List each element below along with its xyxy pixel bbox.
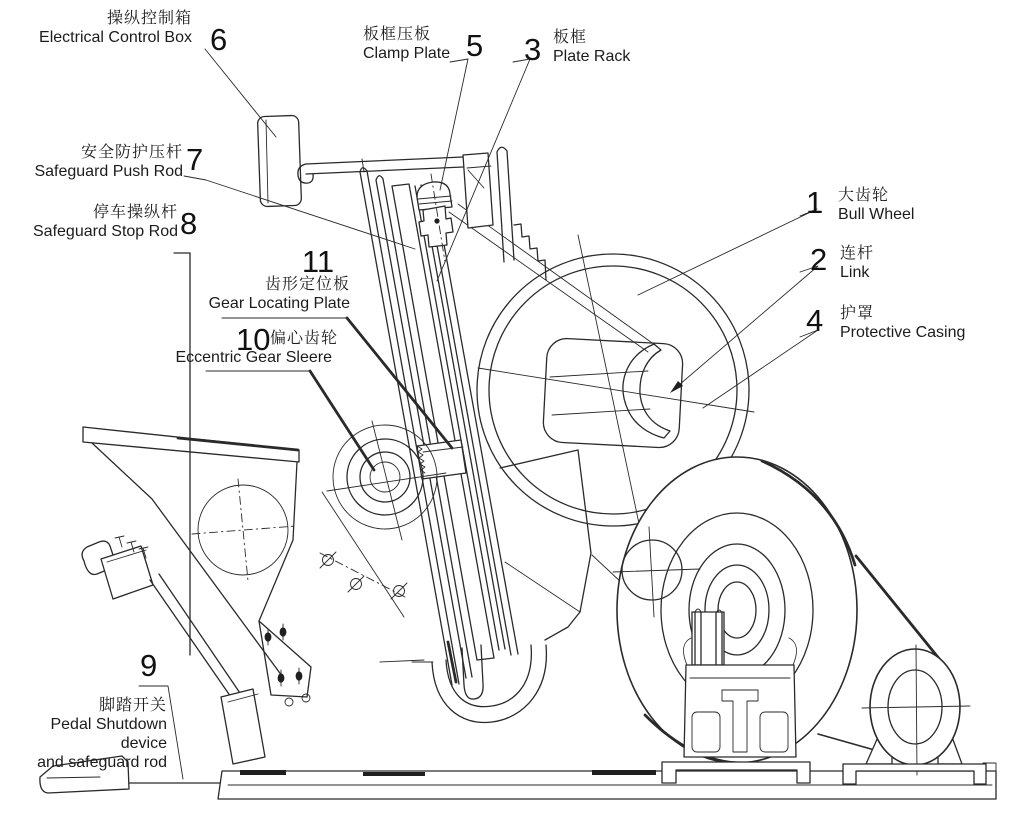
label-safeguard-push-rod [20, 144, 183, 182]
label-gear-locating-plate [150, 276, 350, 314]
label-eccentric-gear-zh-row [270, 330, 370, 349]
label-protective-casing-zh: 护罩 [840, 305, 875, 322]
label-electrical-control-box [20, 10, 192, 48]
label-safeguard-stop-rod-en: Safeguard Stop Rod [33, 222, 178, 240]
label-safeguard-stop-rod [16, 204, 178, 242]
part-number-10: 10 [236, 322, 271, 357]
label-pedal-shutdown-zh: 脚踏开关 [98, 697, 167, 714]
part-number-1: 1 [806, 185, 824, 220]
label-bull-wheel [838, 187, 968, 225]
label-protective-casing-en: Protective Casing [840, 323, 966, 341]
label-eccentric-gear [130, 349, 332, 368]
label-safeguard-push-rod-en: Safeguard Push Rod [34, 162, 183, 180]
label-plate-rack [553, 29, 653, 67]
label-pedal-shutdown-en: Pedal Shutdown device [50, 715, 167, 752]
label-gear-locating-plate-en: Gear Locating Plate [208, 294, 350, 312]
label-clamp-plate [363, 26, 463, 64]
label-eccentric-gear-zh: 偏心齿轮 [270, 330, 339, 347]
part-number-2: 2 [810, 242, 828, 277]
label-plate-rack-en: Plate Rack [553, 47, 631, 65]
part-number-5: 5 [466, 28, 484, 63]
label-link-en: Link [840, 263, 870, 281]
label-link-zh: 连杆 [840, 245, 875, 262]
label-electrical-control-box-en: Electrical Control Box [39, 28, 192, 46]
part-number-4: 4 [806, 303, 824, 338]
gear-locating-plate [417, 440, 466, 479]
label-link [840, 245, 950, 283]
part-number-3: 3 [524, 32, 542, 67]
label-gear-locating-plate-zh: 齿形定位板 [264, 276, 350, 293]
label-bull-wheel-en: Bull Wheel [838, 205, 915, 223]
label-bull-wheel-zh: 大齿轮 [838, 187, 890, 204]
label-plate-rack-zh: 板框 [553, 29, 588, 46]
part-number-9: 9 [140, 648, 158, 683]
electrical-control-box [257, 115, 493, 228]
label-safeguard-push-rod-zh: 安全防护压杆 [80, 144, 183, 161]
column-shoe [412, 645, 546, 722]
label-clamp-plate-en: Clamp Plate [363, 44, 451, 62]
label-clamp-plate-zh: 板框压板 [363, 26, 432, 43]
label-electrical-control-box-zh: 操纵控制箱 [106, 10, 192, 27]
part-number-6: 6 [210, 22, 228, 57]
part-number-7: 7 [186, 142, 204, 177]
label-pedal-shutdown-en2: and safeguard rod [37, 753, 167, 771]
label-pedal-shutdown [0, 697, 167, 773]
part-number-11: 11 [301, 244, 335, 279]
eccentric-gear-sleeve [327, 421, 446, 540]
label-eccentric-gear-en: Eccentric Gear Sleere [175, 349, 332, 366]
label-protective-casing [840, 305, 990, 343]
bolt-symbols [265, 552, 407, 706]
label-safeguard-stop-rod-zh: 停车操纵杆 [92, 204, 178, 221]
clamp-plate-head [417, 174, 453, 262]
part-number-8: 8 [180, 206, 198, 241]
